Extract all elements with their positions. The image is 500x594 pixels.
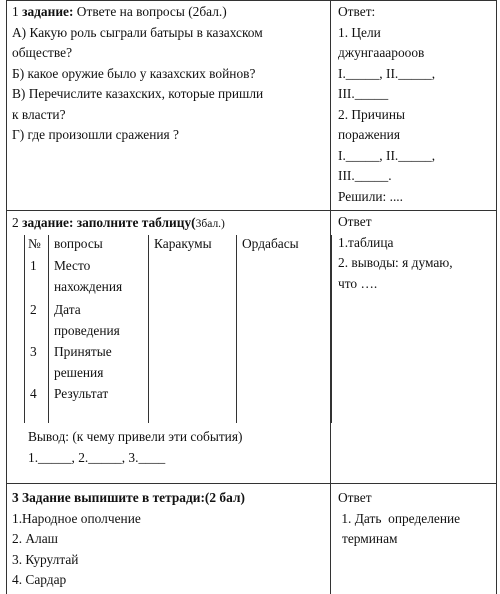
task1-answer-line: джунгааарооов [338,45,425,60]
row-divider-2 [6,483,497,484]
row-question: Принятые решения [54,344,112,380]
task1-line-d: Г) где произошли сражения ? [12,127,179,142]
header-ordabasy: Ордабасы [242,236,299,251]
task2-heading: 2 задание: заполните таблицу(3бал.) [12,215,225,230]
task1-line-c: В) Перечислите казахских, которые пришли [12,86,264,101]
task2-answer-line: что …. [338,275,378,291]
task2-answer-cell [338,212,453,294]
task2-answer-label: Ответ [338,214,372,229]
task1-line-c-cont: к власти? [12,106,66,122]
conclusion-label: Вывод: (к чему привели эти события) [28,429,243,444]
task3-item: 3. Курултай [12,551,79,567]
conclusion-blanks: 1._____, 2._____, 3.____ [28,449,166,465]
task3-answer-line: терминам [342,531,398,546]
border-left [6,0,7,594]
border-top [6,0,497,1]
task1-answer-line: 2. Причины [338,106,405,122]
row-number: 3 [30,344,37,359]
task3-heading: 3 Задание выпишите в тетради:(2 бал) [12,490,245,505]
task3-item: 4. Сардар [12,572,67,587]
task3-question-cell [12,488,245,591]
task3-answer-line: 1. Дать определение [338,510,461,526]
task1-answer-line: поражения [338,127,401,142]
task3-answer-cell [338,488,460,550]
task1-question-cell [12,2,263,146]
task1-line-a: А) Какую роль сыграли батыры в казахском [12,24,263,40]
header-number: № [28,236,41,251]
task3-item: 1.Народное ополчение [12,510,141,526]
border-right [496,0,497,594]
task1-line-b: Б) какое оружие было у казахских войнов? [12,65,256,81]
worksheet-table [6,0,497,594]
task1-line-a-cont: обществе? [12,45,73,60]
task1-heading: 1 задание: Ответе на вопросы (2бал.) [12,4,227,19]
header-questions: вопросы [54,236,103,251]
task2-answer-line: 2. выводы: я думаю, [338,255,453,270]
task2-answer-line: 1.таблица [338,234,394,250]
row-number: 2 [30,302,37,317]
task3-item: 2. Алаш [12,531,58,546]
task2-conclusion [28,427,242,468]
task1-answer-line: Решили: .... [338,188,403,204]
task1-answer-line: I._____, II._____, [338,65,436,81]
row-question: Место нахождения [54,258,123,294]
row-question: Дата проведения [54,302,120,338]
task1-answer-line: III._____ [338,86,389,101]
task3-answer-label: Ответ [338,490,372,505]
task1-answer-cell [338,2,435,207]
task1-answer-line: I._____, II._____, [338,147,436,163]
task2-inner-table [24,235,331,423]
row-number: 1 [30,258,37,273]
header-karakum: Каракумы [154,236,212,251]
task1-answer-label: Ответ: [338,4,376,19]
task1-answer-line: III._____. [338,168,392,183]
row-divider-1 [6,210,497,211]
row-number: 4 [30,386,37,401]
row-question: Результат [54,386,109,401]
task1-answer-line: 1. Цели [338,24,381,40]
